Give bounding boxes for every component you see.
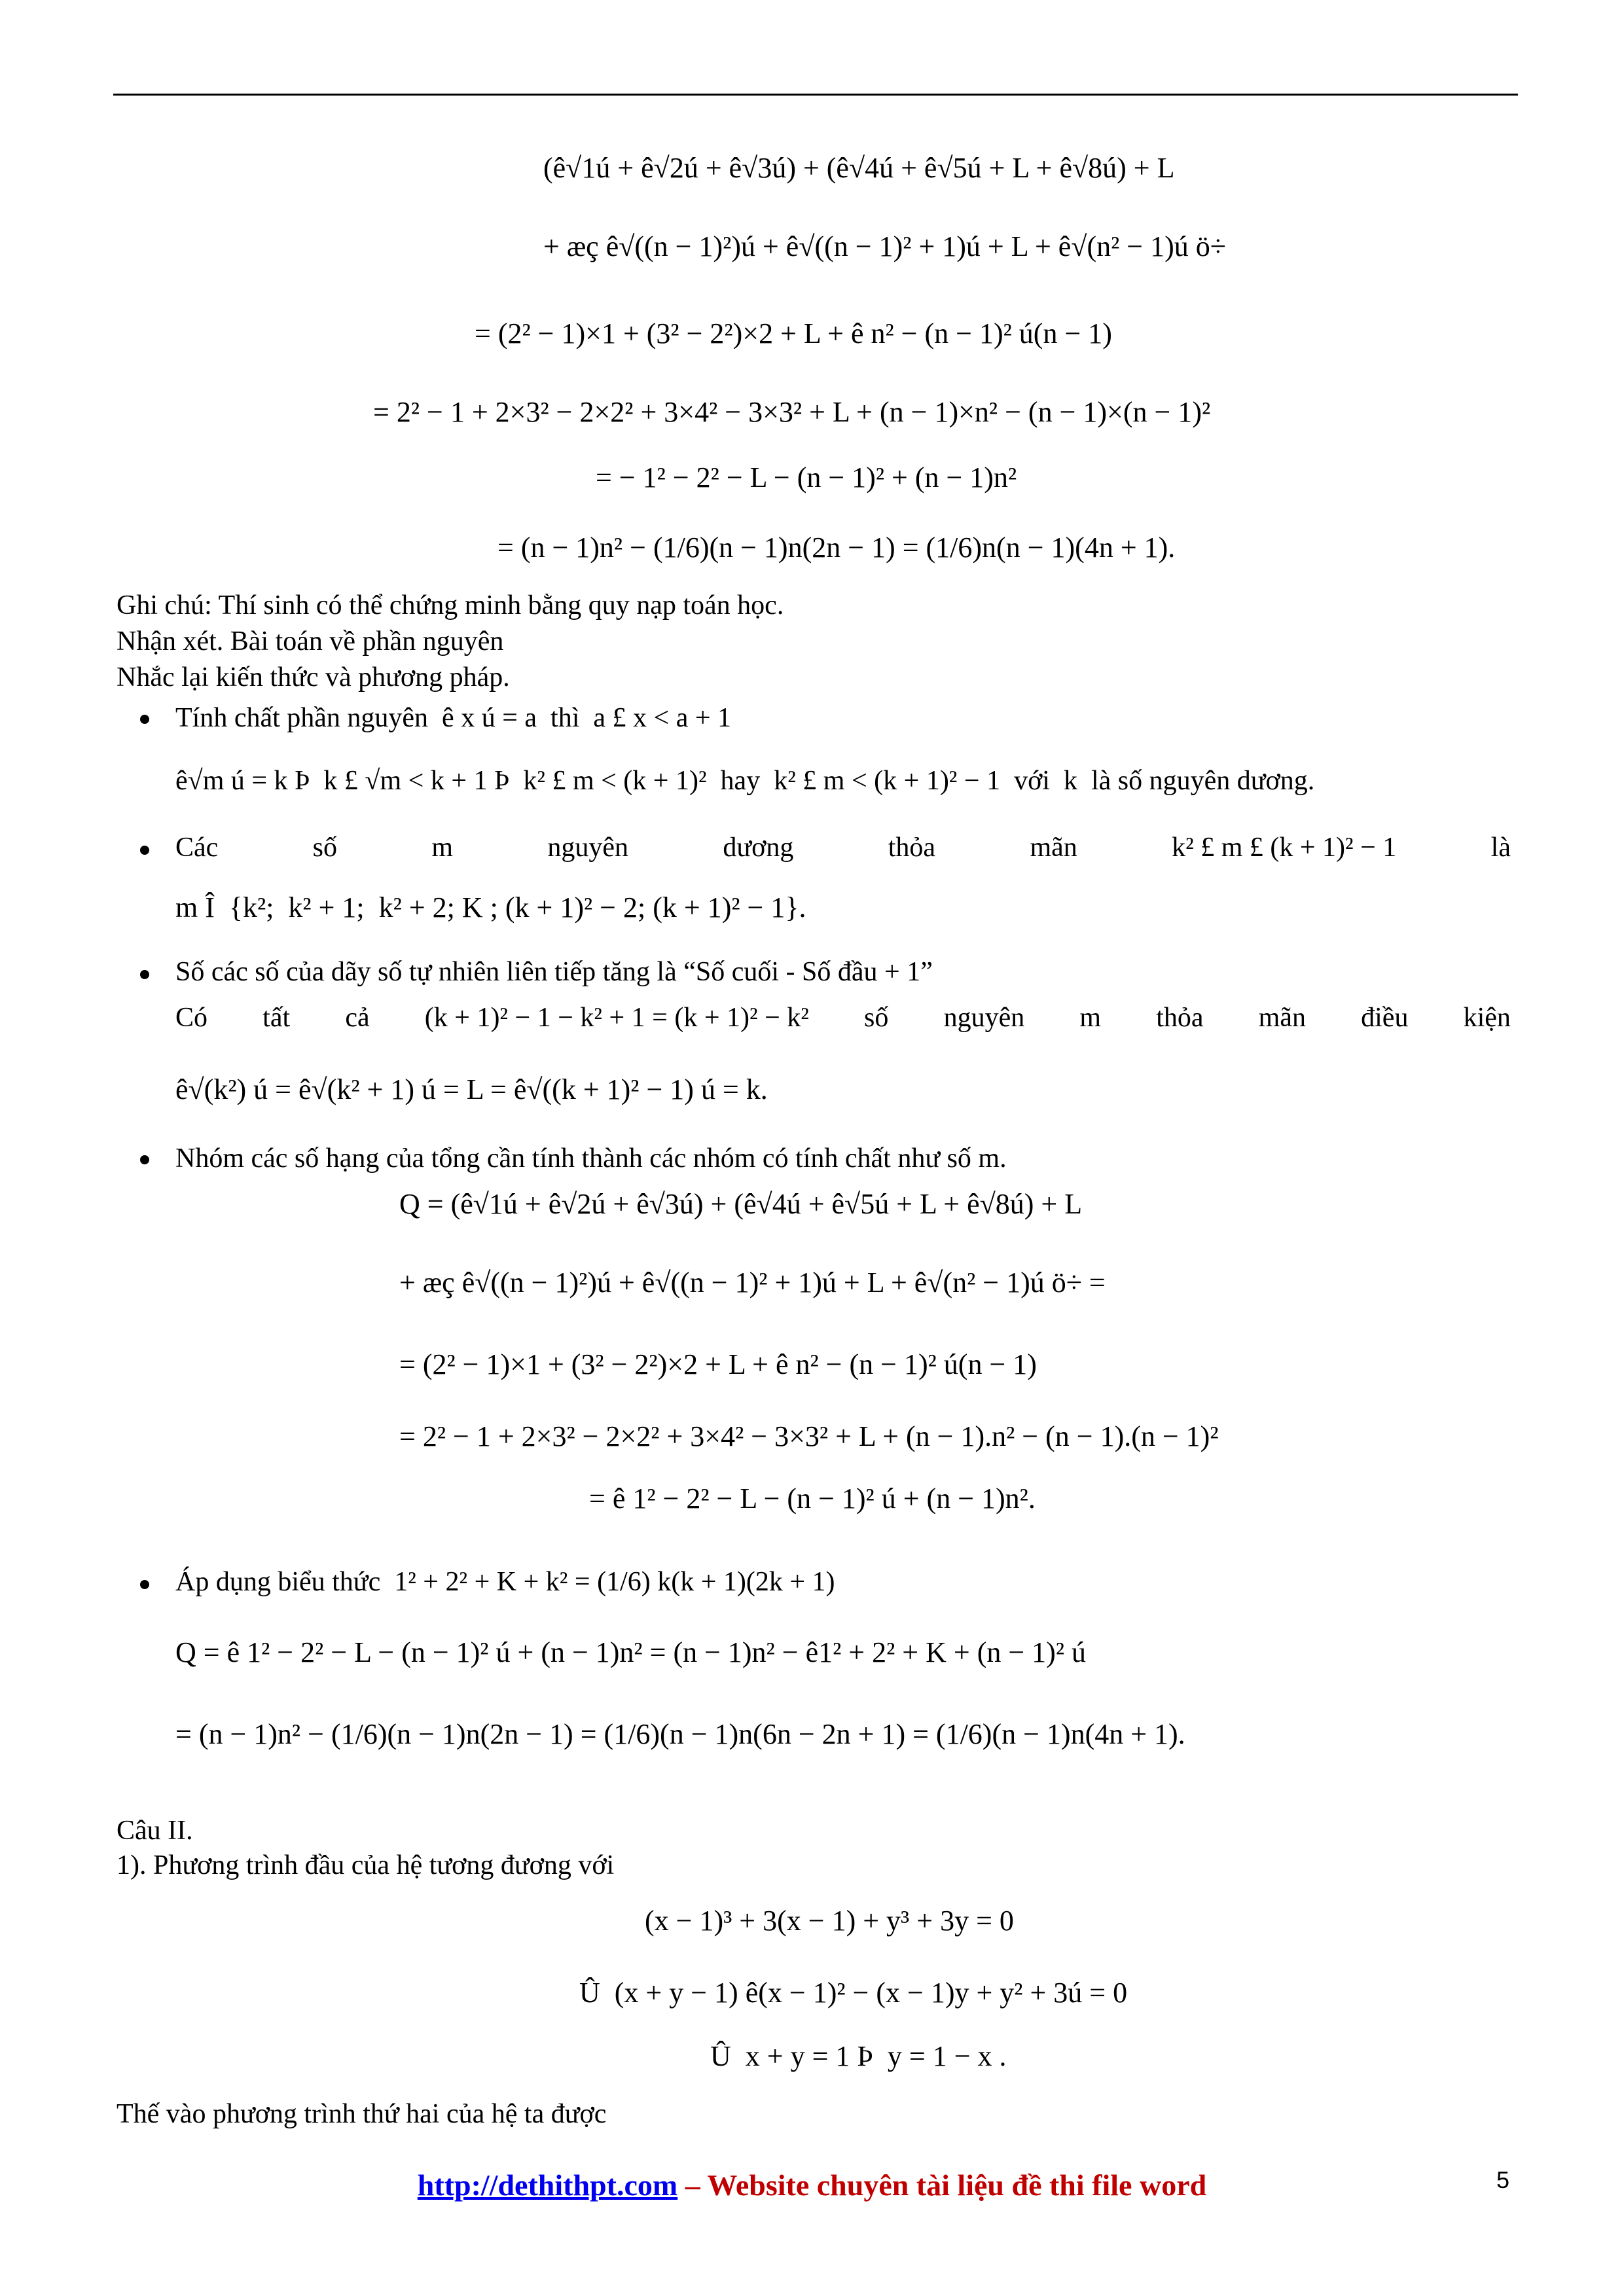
footer-tagline: – Website chuyên tài liệu đề thi file word [677,2168,1207,2202]
word: dương [723,833,794,863]
bullet-3-line [175,1001,1511,1034]
bullet-3-formula: ê√(k²) ú = ê√(k² + 1) ú = L = ê√((k + 1)² − 1) ú = k. [175,1073,768,1105]
q-line-1: Q = (ê√1ú + ê√2ú + ê√3ú) + (ê√4ú + ê√5ú + L + ê√8ú) + L [399,1188,1083,1220]
math-inline: (k + 1)² − 1 − k² + 1 = (k + 1)² − k² [424,1003,809,1033]
word: mãn [1258,1003,1306,1033]
top-line-2: + æç ê√((n − 1)²)ú + ê√((n − 1)² + 1)ú + L + ê√(n² − 1)ú ö÷ [543,230,1226,262]
bullet-dot [140,715,149,724]
q-line-2: + æç ê√((n − 1)²)ú + ê√((n − 1)² + 1)ú + L + ê√(n² − 1)ú ö÷ = [399,1266,1106,1299]
word: nguyên [547,833,629,863]
header-rule [113,94,1518,96]
word: số [864,1003,889,1033]
word: kiện [1463,1003,1511,1033]
page-number: 5 [1496,2166,1510,2193]
applied-line-2: = (n − 1)n² − (1/6)(n − 1)n(2n − 1) = (1/6)(n − 1)n(6n − 2n + 1) = (1/6)(n − 1)n(4n + 1). [175,1718,1185,1750]
bullet-1-formula: ê√m ú = k Þ k £ √m < k + 1 Þ k² £ m < (k + 1)² hay k² £ m < (k + 1)² − 1 với k là số nguyên dương. [175,766,1315,796]
note-nhan-xet: Nhận xét. Bài toán về phần nguyên [117,626,504,656]
footer [0,2168,1624,2202]
bullet-2-formula: m Î {k²; k² + 1; k² + 2; K ; (k + 1)² − 2; (k + 1)² − 1}. [175,891,806,924]
bullet-2-line [175,831,1511,864]
bullet-dot [140,1580,149,1589]
cau2-eq-3: Û x + y = 1 Þ y = 1 − x . [710,2040,1007,2072]
word: Có [175,1003,208,1033]
bullet-1-text: Tính chất phần nguyên ê x ú = a thì a £ x < a + 1 [175,703,732,733]
cau2-paragraph-2: Thế vào phương trình thứ hai của hệ ta được [117,2099,607,2129]
word: m [431,833,454,863]
section-title: Câu II. [117,1816,193,1846]
word: thỏa [888,833,936,863]
word: nguyên [943,1003,1025,1033]
cau2-eq-2: Û (x + y − 1) ê(x − 1)² − (x − 1)y + y² + 3ú = 0 [579,1977,1128,2009]
note-nhac-lai: Nhắc lại kiến thức và phương pháp. [117,662,510,692]
note-ghi-chu: Ghi chú: Thí sinh có thể chứng minh bằng quy nạp toán học. [117,590,784,620]
top-line-3: = (2² − 1)×1 + (3² − 2²)×2 + L + ê n² − (n − 1)² ú(n − 1) [475,317,1112,350]
q-line-5: = ê 1² − 2² − L − (n − 1)² ú + (n − 1)n². [589,1482,1036,1515]
word: m [1079,1003,1102,1033]
word: điều [1361,1003,1409,1033]
math-inline: k² £ m £ (k + 1)² − 1 [1172,833,1397,863]
word: tất [262,1003,291,1033]
word: số [312,833,338,863]
word: Các [175,833,219,863]
top-line-1: (ê√1ú + ê√2ú + ê√3ú) + (ê√4ú + ê√5ú + L + ê√8ú) + L [543,152,1175,184]
applied-line-1: Q = ê 1² − 2² − L − (n − 1)² ú + (n − 1)n² = (n − 1)n² − ê1² + 2² + K + (n − 1)² ú [175,1636,1087,1668]
word: thỏa [1156,1003,1204,1033]
bullet-dot [140,846,149,855]
word: cả [345,1003,370,1033]
word: mãn [1030,833,1077,863]
top-line-6: = (n − 1)n² − (1/6)(n − 1)n(2n − 1) = (1/6)n(n − 1)(4n + 1). [497,531,1176,564]
bullet-5-text: Áp dụng biểu thức 1² + 2² + K + k² = (1/6) k(k + 1)(2k + 1) [175,1567,835,1597]
word: là [1490,833,1511,863]
cau2-paragraph-1: 1). Phương trình đầu của hệ tương đương với [117,1850,615,1880]
top-line-4: = 2² − 1 + 2×3² − 2×2² + 3×4² − 3×3² + L + (n − 1)×n² − (n − 1)×(n − 1)² [373,396,1211,428]
bullet-dot [140,970,149,979]
footer-link[interactable]: http://dethithpt.com [417,2168,678,2202]
q-line-4: = 2² − 1 + 2×3² − 2×2² + 3×4² − 3×3² + L + (n − 1).n² − (n − 1).(n − 1)² [399,1420,1219,1452]
bullet-dot [140,1155,149,1164]
bullet-3-text: Số các số của dãy số tự nhiên liên tiếp tăng là “Số cuối - Số đầu + 1” [175,957,933,987]
bullet-4-text: Nhóm các số hạng của tổng cần tính thành các nhóm có tính chất như số m. [175,1143,1007,1174]
cau2-eq-1: (x − 1)³ + 3(x − 1) + y³ + 3y = 0 [645,1905,1014,1937]
q-line-3: = (2² − 1)×1 + (3² − 2²)×2 + L + ê n² − (n − 1)² ú(n − 1) [399,1348,1037,1380]
top-line-5: = − 1² − 2² − L − (n − 1)² + (n − 1)n² [596,461,1017,493]
